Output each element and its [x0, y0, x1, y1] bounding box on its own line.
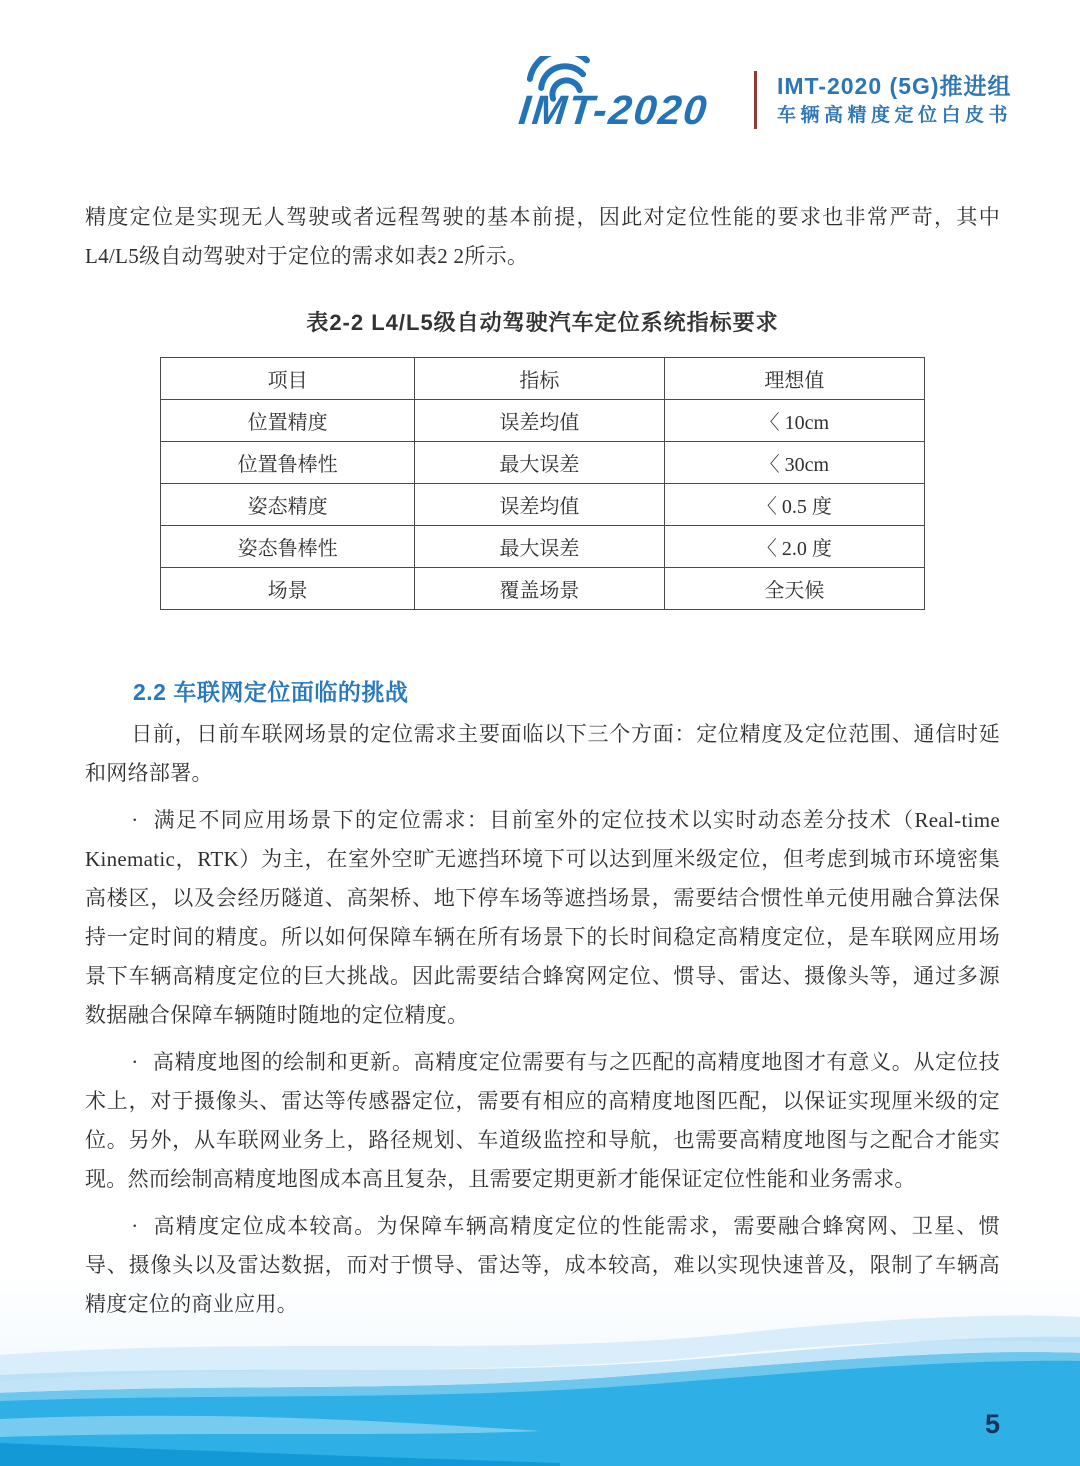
cell-ideal: 〈 10cm	[664, 400, 924, 442]
table-row	[161, 526, 925, 568]
table-row	[161, 400, 925, 442]
table-header-row	[161, 358, 925, 400]
org-title-block	[777, 72, 1012, 128]
bullet-marker: ·	[131, 1050, 139, 1074]
header-divider	[754, 71, 757, 129]
cell-metric: 误差均值	[415, 400, 664, 442]
page-number: 5	[984, 1409, 1000, 1439]
cell-item: 位置精度	[161, 400, 415, 442]
bullet-marker: ·	[131, 1214, 139, 1238]
cell-metric: 最大误差	[415, 442, 664, 484]
section-heading: 2.2 车联网定位面临的挑战	[133, 679, 409, 705]
cell-item: 位置鲁棒性	[161, 442, 415, 484]
spec-table-head	[161, 358, 925, 400]
lead-paragraph: 日前，日前车联网场景的定位需求主要面临以下三个方面：定位精度及定位范围、通信时延和网络部署。	[85, 722, 1000, 785]
col-header-metric: 指标	[415, 358, 664, 400]
spec-table	[160, 357, 925, 610]
cell-metric: 误差均值	[415, 484, 664, 526]
spec-table-body	[161, 400, 925, 610]
col-header-item: 项目	[161, 358, 415, 400]
bullet-text: 满足不同应用场景下的定位需求：目前室外的定位技术以实时动态差分技术（Real-time Kinematic，RTK）为主，在室外空旷无遮挡环境下可以达到厘米级定位，但考虑到城市环境密集高楼区，以及会经历隧道、高架桥、地下停车场等遮挡场景，需要结合惯性单元使用融合算法保持一定时间的精度。所以如何保障车辆在所有场景下的长时间稳定高精度定位，是车联网应用场景下车辆高精度定位的巨大挑战。因此需要结合蜂窝网定位、惯导、雷达、摄像头等，通过多源数据融合保障车辆随时随地的定位精度。	[85, 808, 1000, 1027]
org-title-line2: 车辆高精度定位白皮书	[776, 105, 1012, 126]
bullet-marker: ·	[131, 808, 139, 832]
intro-paragraph: 精度定位是实现无人驾驶或者远程驾驶的基本前提，因此对定位性能的要求也非常严苛，其中L4/L5级自动驾驶对于定位的需求如表2 2所示。	[85, 205, 1000, 268]
cell-ideal: 全天候	[664, 568, 924, 610]
page-content	[85, 198, 1000, 1324]
org-title-line1: IMT-2020 (5G)推进组	[776, 73, 1012, 100]
col-header-ideal: 理想值	[664, 358, 924, 400]
cell-ideal: 〈 2.0 度	[664, 526, 924, 568]
bullet-text: 高精度定位成本较高。为保障车辆高精度定位的性能需求，需要融合蜂窝网、卫星、惯导、摄像头以及雷达数据，而对于惯导、雷达等，成本较高，难以实现快速普及，限制了车辆高精度定位的商业应用。	[85, 1214, 1000, 1316]
page-header	[516, 60, 1012, 140]
imt2020-logo	[516, 60, 734, 140]
bullet-paragraph	[85, 1043, 1000, 1199]
table-caption: 表2-2 L4/L5级自动驾驶汽车定位系统指标要求	[306, 310, 779, 335]
cell-item: 姿态精度	[161, 484, 415, 526]
bullet-paragraph	[85, 801, 1000, 1035]
table-row	[161, 442, 925, 484]
bullet-text: 高精度地图的绘制和更新。高精度定位需要有与之匹配的高精度地图才有意义。从定位技术上，对于摄像头、雷达等传感器定位，需要有相应的高精度地图匹配，以保证实现厘米级的定位。另外，从车联网业务上，路径规划、车道级监控和导航，也需要高精度地图与之配合才能实现。然而绘制高精度地图成本高且复杂，且需要定期更新才能保证定位性能和业务需求。	[85, 1050, 1000, 1191]
table-row	[161, 484, 925, 526]
table-row	[161, 568, 925, 610]
cell-metric: 覆盖场景	[415, 568, 664, 610]
bullet-paragraph	[85, 1207, 1000, 1324]
cell-ideal: 〈 0.5 度	[664, 484, 924, 526]
cell-item: 场景	[161, 568, 415, 610]
cell-item: 姿态鲁棒性	[161, 526, 415, 568]
logo-text: IMT-2020	[516, 87, 711, 133]
cell-ideal: 〈 30cm	[664, 442, 924, 484]
cell-metric: 最大误差	[415, 526, 664, 568]
